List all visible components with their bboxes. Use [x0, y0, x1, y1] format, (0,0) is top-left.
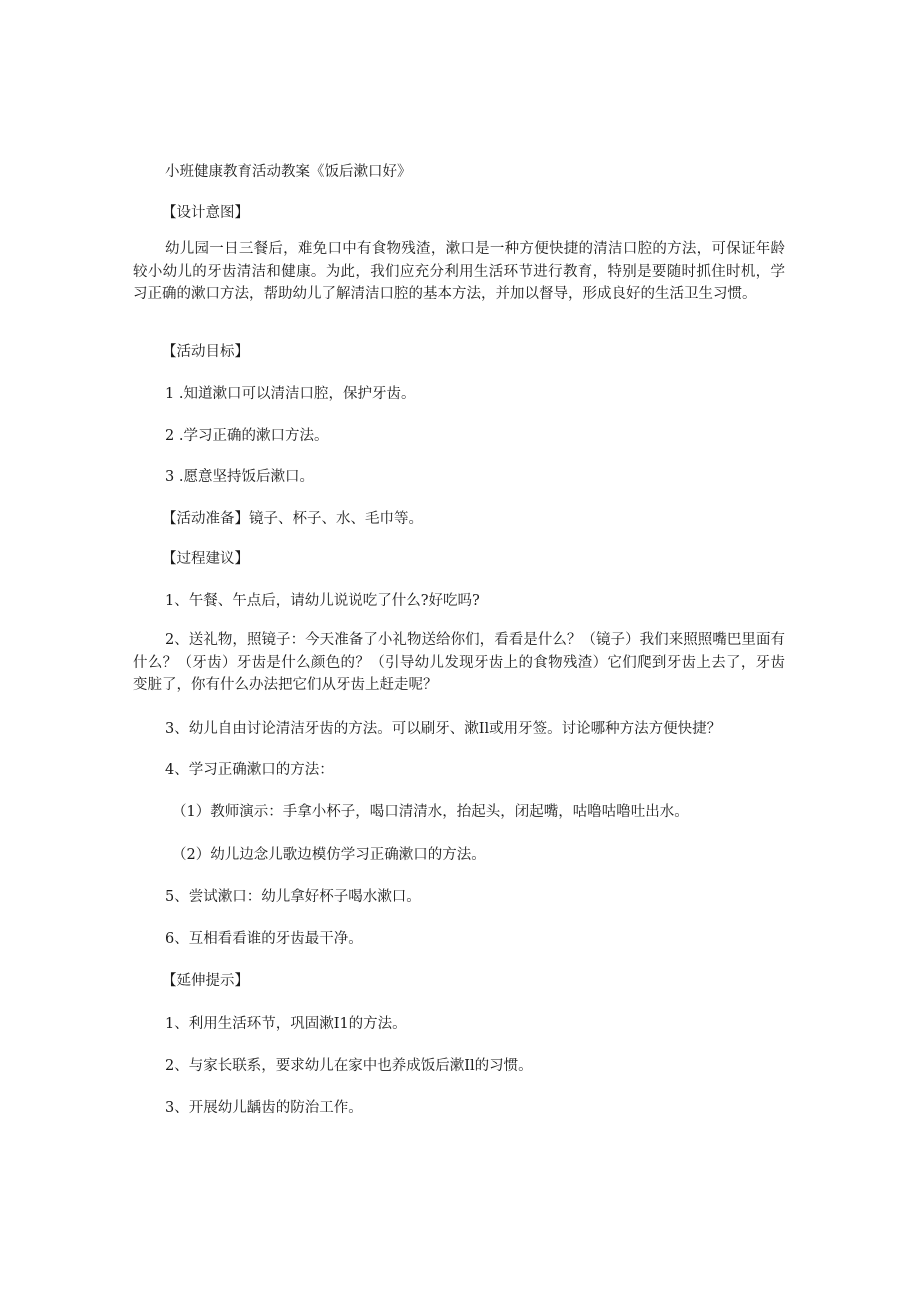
extension-item: 2、与家长联系，要求幼儿在家中也养成饭后漱Il的习惯。: [165, 1058, 533, 1074]
document-title: 小班健康教育活动教案《饭后漱口好》: [165, 164, 412, 180]
extension-item: 1、利用生活环节，巩固漱I1的方法。: [165, 1016, 407, 1032]
process-substep: （1）教师演示：手拿小杯子，喝口清清水，抬起头，闭起嘴，咕噜咕噜吐出水。: [172, 804, 689, 820]
process-heading: 【过程建议】: [162, 551, 249, 567]
process-substep: （2）幼儿边念儿歌边模仿学习正确漱口的方法。: [172, 847, 486, 863]
extension-heading: 【延伸提示】: [162, 973, 249, 989]
goal-item: 1 .知道漱口可以清洁口腔，保护牙齿。: [165, 386, 416, 402]
process-step: 3、幼儿自由讨论清洁牙齿的方法。可以刷牙、漱Il或用牙签。讨论哪种方法方便快捷？: [165, 721, 722, 737]
process-step: 2、送礼物，照镜子：今天准备了小礼物送给你们，看看是什么？（镜子）我们来照照嘴巴里面有什么？（牙齿）牙齿是什么颜色的？（引导幼儿发现牙齿上的食物残渣）它们爬到牙齿上去了，牙齿变脏了，你有什么办法把它们从牙齿上赶走呢？: [133, 632, 785, 693]
process-step: 6、互相看看谁的牙齿最干净。: [165, 931, 363, 947]
extension-item: 3、开展幼儿龋齿的防治工作。: [165, 1100, 363, 1116]
goals-heading: 【活动目标】: [162, 344, 249, 360]
design-heading: 【设计意图】: [162, 205, 249, 221]
process-step: 1、午餐、午点后，请幼儿说说吃了什么?好吃吗?: [165, 593, 480, 609]
goal-item: 2 .学习正确的漱口方法。: [165, 428, 329, 444]
process-step: 4、学习正确漱口的方法：: [165, 762, 334, 778]
preparation-line: 【活动准备】镜子、杯子、水、毛巾等。: [162, 511, 423, 527]
process-step: 5、尝试漱口：幼儿拿好杯子喝水漱口。: [165, 889, 421, 905]
design-paragraph: 幼儿园一日三餐后，难免口中有食物残渣，漱口是一种方便快捷的清洁口腔的方法，可保证年龄较小幼儿的牙齿清洁和健康。为此，我们应充分利用生活环节进行教育，特别是要随时抓住时机，学习正确的漱口方法，帮助幼儿了解清洁口腔的基本方法，并加以督导，形成良好的生活卫生习惯。: [133, 241, 785, 302]
goal-item: 3 .愿意坚持饭后漱口。: [165, 469, 314, 485]
